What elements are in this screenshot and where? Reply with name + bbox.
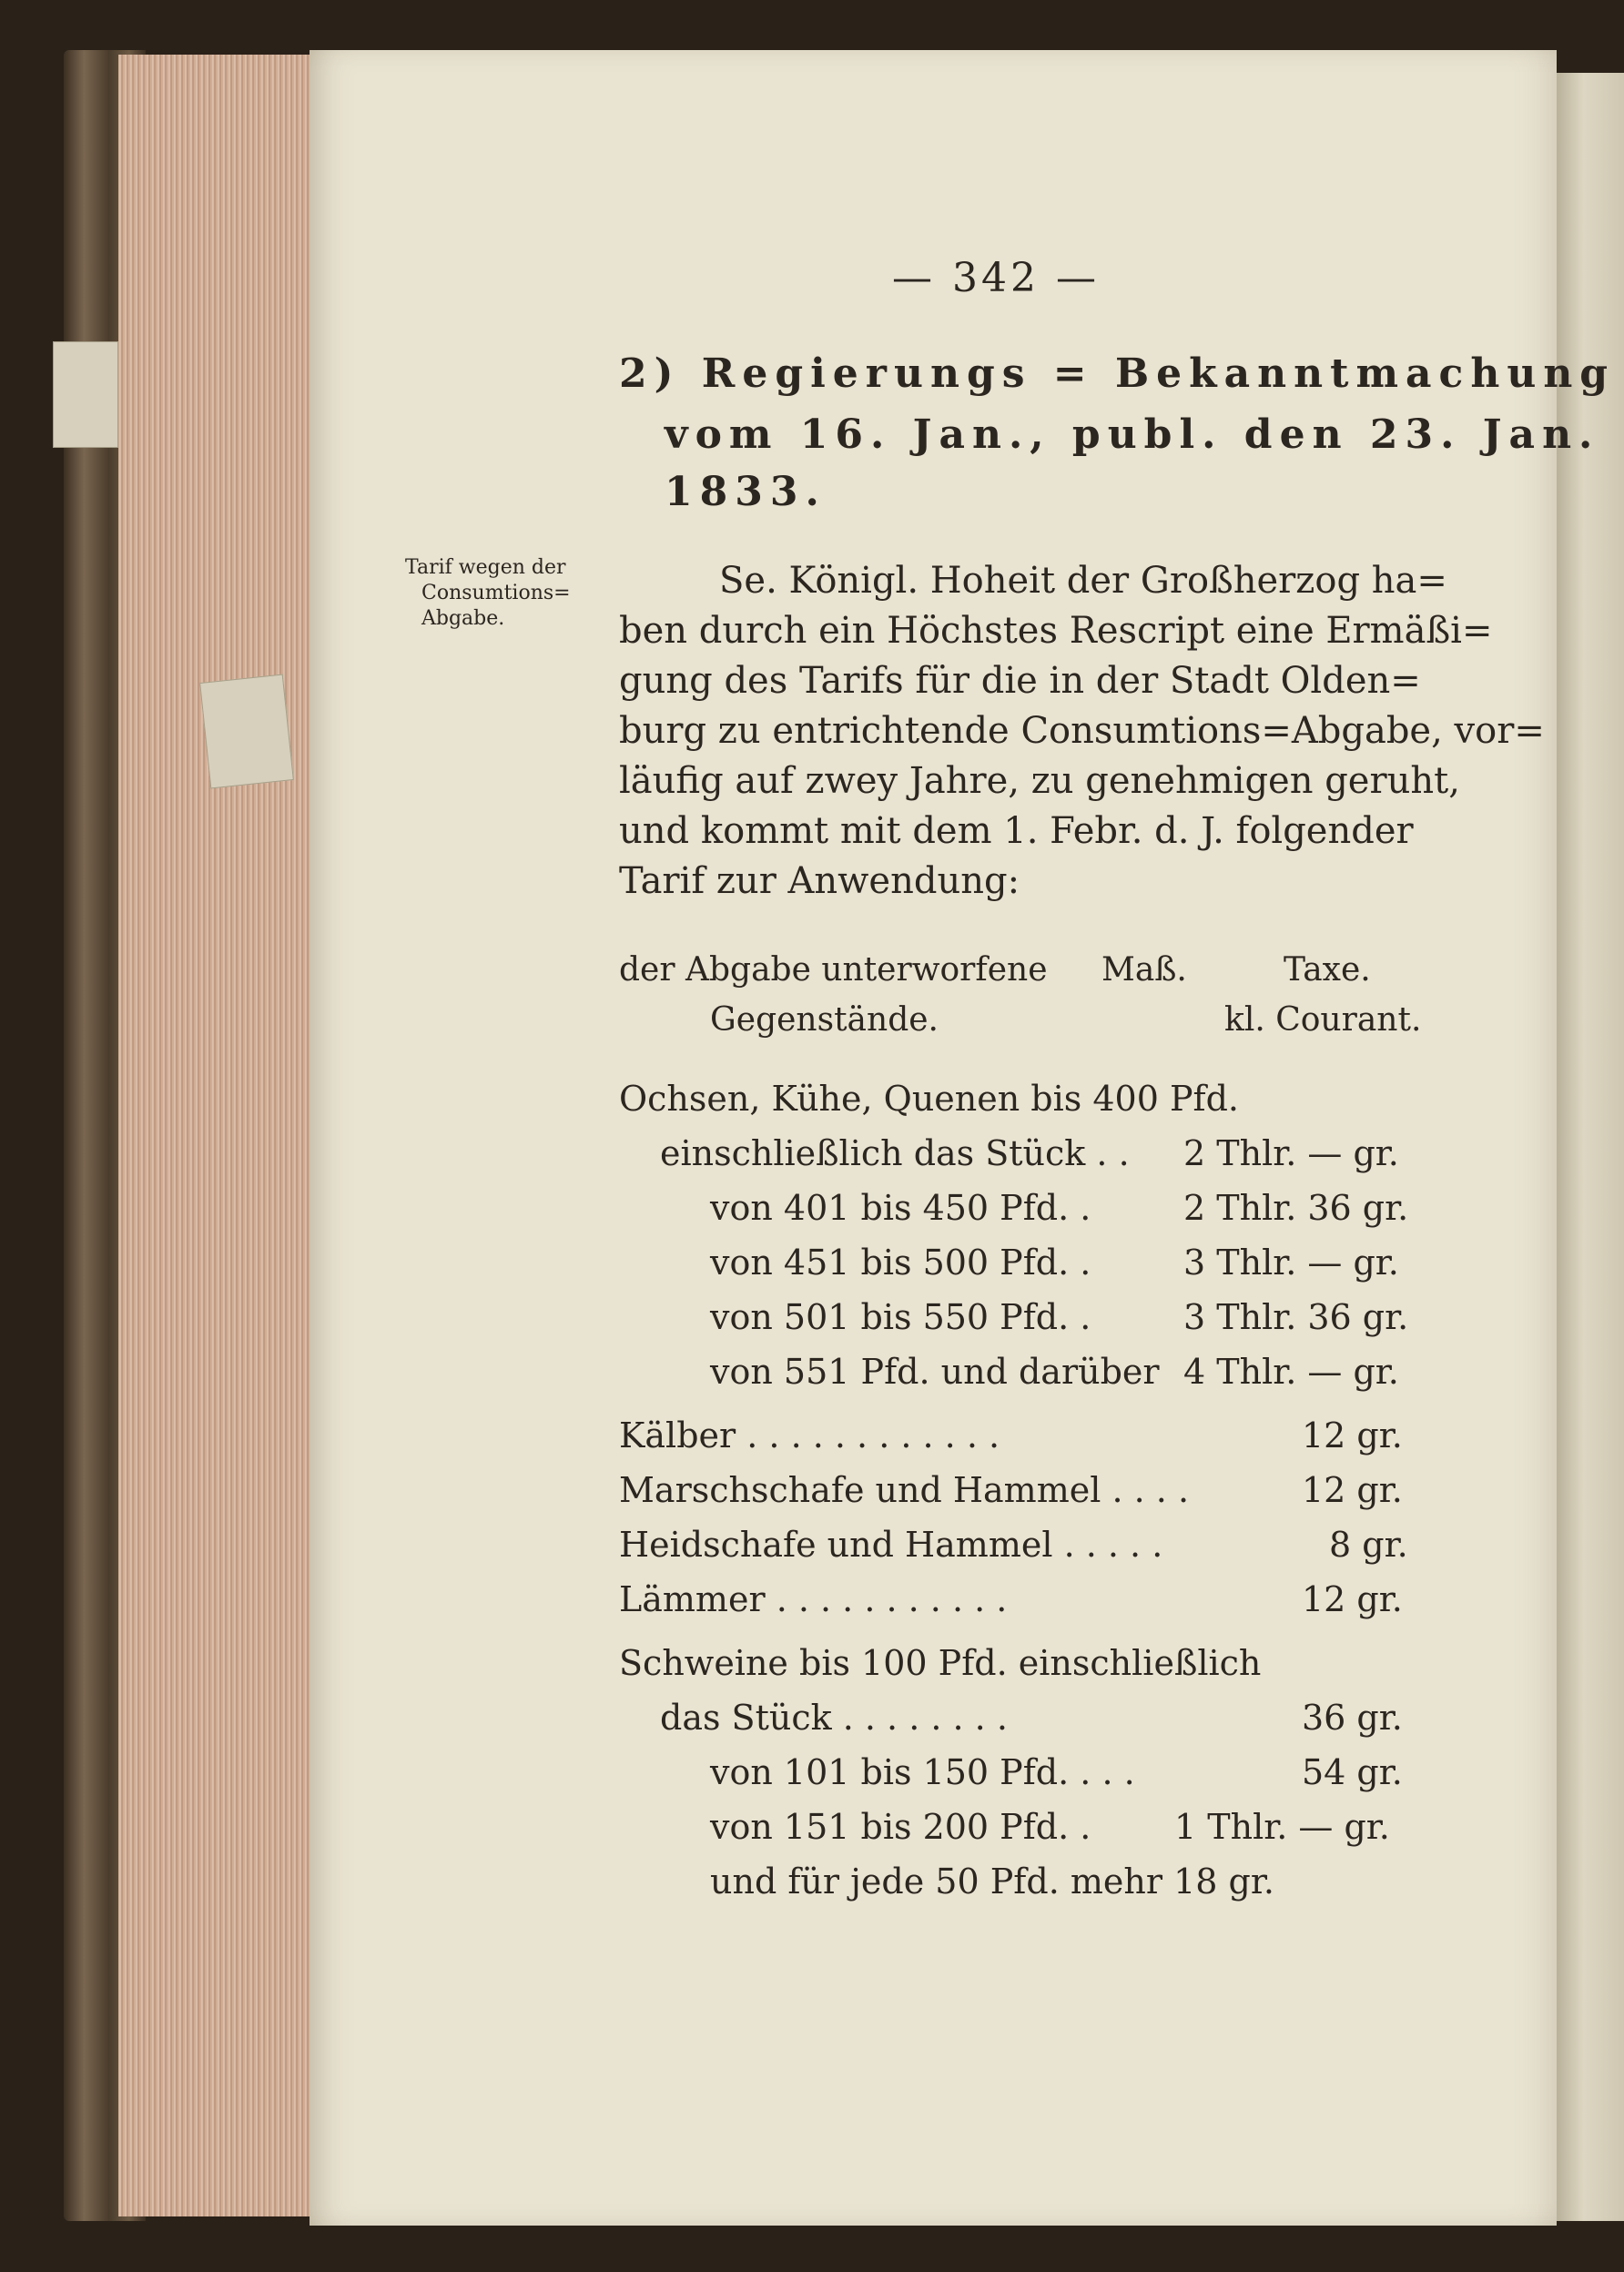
paragraph-line: läufig auf zwey Jahre, zu genehmigen geruht, (619, 760, 1460, 802)
margin-note-line: Abgabe. (421, 607, 505, 630)
tariff-row-value: 2 Thlr. — gr. (1183, 1133, 1399, 1173)
paragraph-line: und kommt mit dem 1. Febr. d. J. folgender (619, 810, 1414, 852)
tariff-row-text: und für jede 50 Pfd. mehr 18 gr. (710, 1861, 1274, 1902)
tariff-row-value: 3 Thlr. — gr. (1183, 1242, 1399, 1283)
tariff-row-value: 4 Thlr. — gr. (1183, 1352, 1399, 1392)
paragraph-line: burg zu entrichtende Consumtions=Abgabe, vor= (619, 710, 1545, 752)
tariff-row-text: das Stück . . . . . . . . (660, 1698, 1008, 1738)
tariff-row-value: 36 gr. (1302, 1698, 1403, 1738)
column-header-tax: Taxe. (1284, 951, 1371, 989)
tariff-row-value: 1 Thlr. — gr. (1174, 1807, 1390, 1847)
tariff-row-text: von 451 bis 500 Pfd. . (710, 1242, 1091, 1283)
column-header-items: Gegenstände. (710, 1001, 939, 1039)
tariff-row-text: von 101 bis 150 Pfd. . . . (710, 1752, 1135, 1792)
paragraph-line: ben durch ein Höchstes Rescript eine Ermäßi= (619, 610, 1493, 652)
tariff-row-text: von 151 bis 200 Pfd. . (710, 1807, 1091, 1847)
margin-note-line: Tarif wegen der (405, 556, 566, 579)
tariff-row-text: Heidschafe und Hammel . . . . . (619, 1525, 1163, 1565)
tariff-row-value: 54 gr. (1302, 1752, 1403, 1792)
tariff-row-text: Schweine bis 100 Pfd. einschließlich (619, 1643, 1262, 1683)
page-stack-edge (118, 55, 314, 2216)
tariff-row-value: 12 gr. (1302, 1415, 1403, 1456)
tariff-row-text: von 551 Pfd. und darüber (710, 1352, 1160, 1392)
heading-line-3: 1833. (665, 469, 827, 515)
paragraph-line: Tarif zur Anwendung: (619, 860, 1020, 902)
margin-note (405, 555, 571, 632)
column-header-items: der Abgabe unterworfene (619, 951, 1048, 989)
column-header-tax-currency: kl. Courant. (1224, 1001, 1422, 1039)
tariff-row-text: einschließlich das Stück . . (660, 1133, 1130, 1173)
heading-line-2: vom 16. Jan., publ. den 23. Jan. (665, 411, 1600, 458)
paragraph-line: Se. Königl. Hoheit der Großherzog ha= (719, 560, 1447, 602)
tariff-row-text: Lämmer . . . . . . . . . . . (619, 1579, 1008, 1619)
tariff-row-value: 12 gr. (1302, 1470, 1403, 1510)
paper-tab (53, 341, 118, 448)
paragraph-line: gung des Tarifs für die in der Stadt Olden= (619, 660, 1421, 702)
tariff-row-text: Kälber . . . . . . . . . . . . (619, 1415, 1000, 1456)
column-header-measure: Maß. (1101, 951, 1187, 989)
tariff-row-text: Ochsen, Kühe, Quenen bis 400 Pfd. (619, 1079, 1240, 1119)
page-number: — 342 — (892, 255, 1100, 301)
tariff-row-value: 12 gr. (1302, 1579, 1403, 1619)
tariff-row-value: 2 Thlr. 36 gr. (1183, 1188, 1409, 1228)
tariff-row-text: von 401 bis 450 Pfd. . (710, 1188, 1091, 1228)
tariff-row-value: 8 gr. (1329, 1525, 1408, 1565)
margin-note-line: Consumtions= (421, 582, 571, 604)
paper-tab (199, 674, 294, 789)
tariff-row-text: von 501 bis 550 Pfd. . (710, 1297, 1091, 1337)
heading-line-1: 2) Regierungs = Bekanntmachung (619, 350, 1616, 397)
tariff-row-text: Marschschafe und Hammel . . . . (619, 1470, 1190, 1510)
tariff-row-value: 3 Thlr. 36 gr. (1183, 1297, 1409, 1337)
